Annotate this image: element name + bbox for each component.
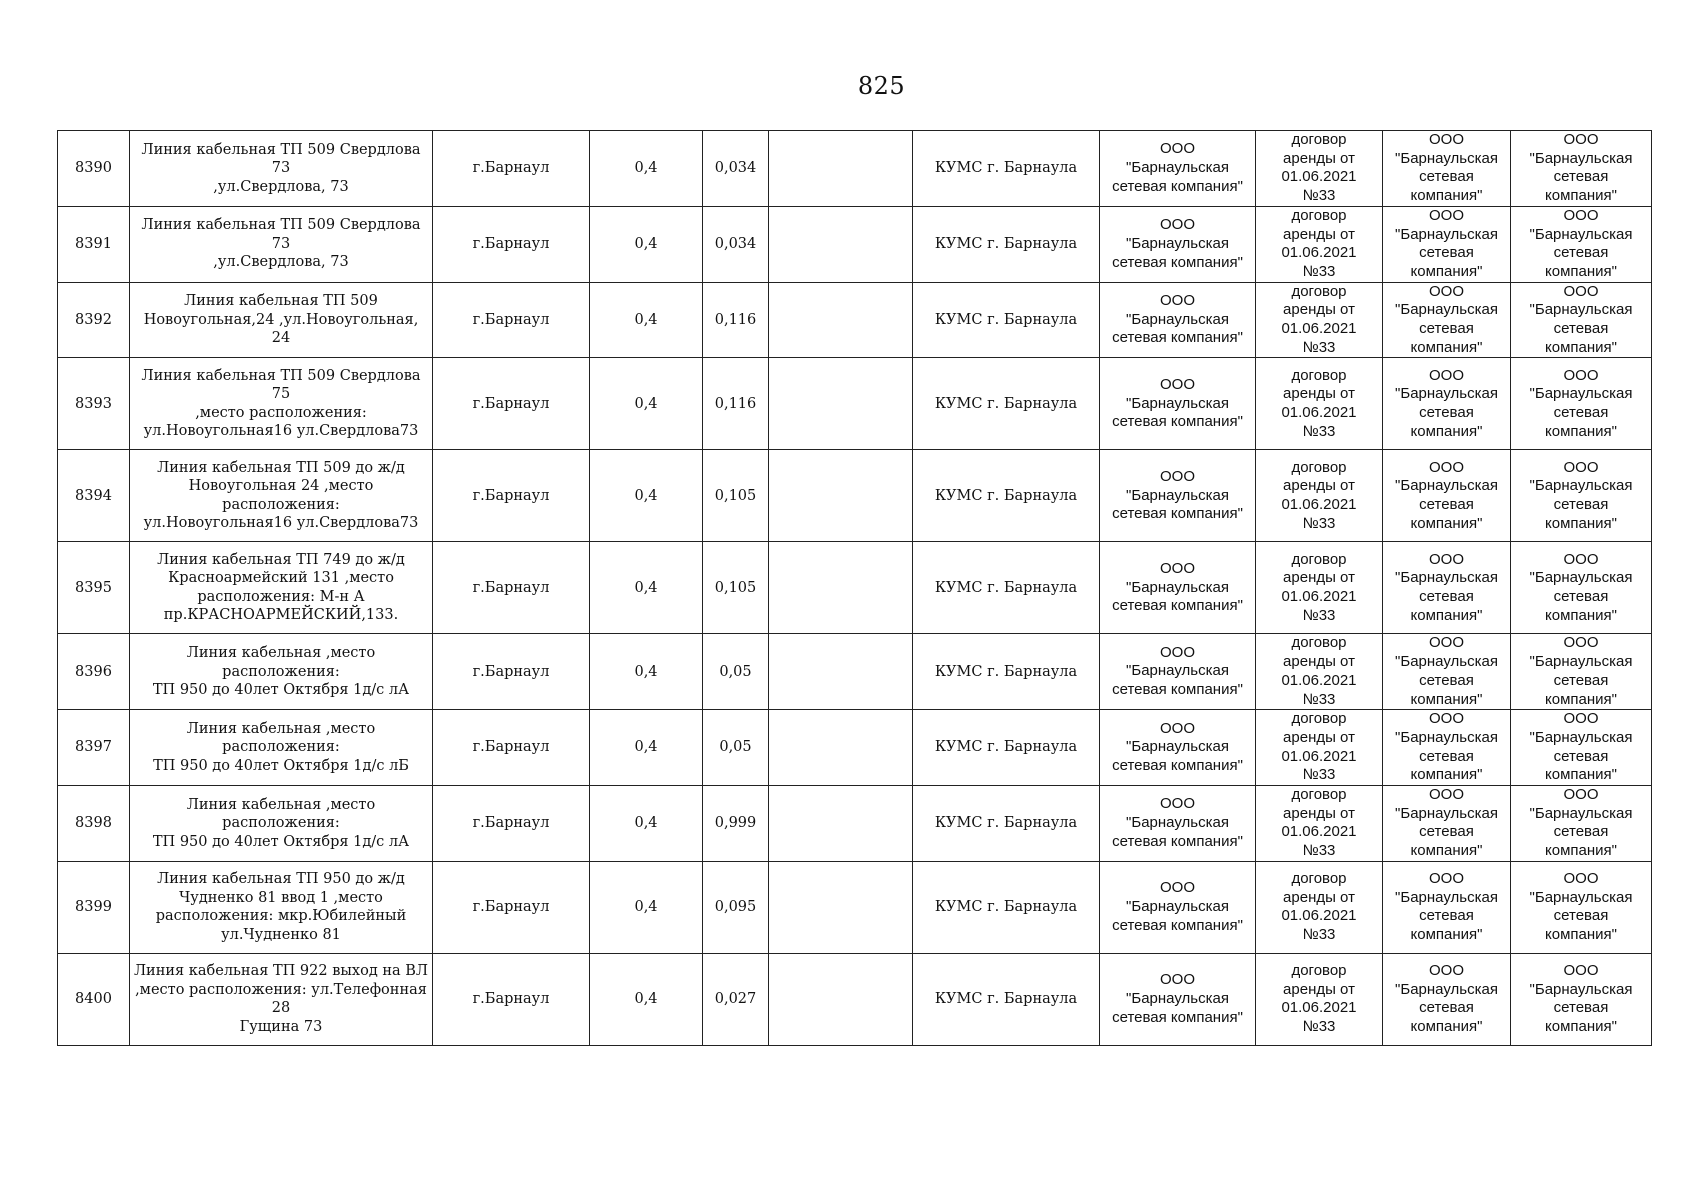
cell-holder-text: ООО "Барнаульская сетевая компания" [1112, 719, 1243, 774]
cell-holder-text: ООО "Барнаульская сетевая компания" [1112, 375, 1243, 431]
cell-voltage [590, 131, 703, 207]
cell-basis-text: договор аренды от 01.06.2021 №33 [1281, 710, 1357, 784]
cell-user-1-text: ООО "Барнаульская сетевая компания" [1395, 786, 1498, 860]
cell-number-text: 8394 [75, 487, 112, 504]
cell-number [58, 861, 130, 953]
cell-voltage-text: 0,4 [634, 815, 658, 832]
cell-user-1-text: ООО "Барнаульская сетевая компания" [1395, 206, 1498, 280]
cell-voltage-text: 0,4 [634, 991, 658, 1008]
cell-holder [1100, 953, 1256, 1045]
cell-length-text: 0,034 [714, 160, 757, 177]
cell-user-1-text: ООО "Барнаульская сетевая компания" [1395, 961, 1498, 1036]
cell-description-text: Линия кабельная ТП 950 до ж/д Чудненко 81 ввод 1 ,место расположения: мкр.Юбилейный ул.Чудненко 81 [155, 871, 407, 943]
cell-length [703, 206, 769, 282]
cell-length-text: 0,05 [719, 663, 752, 680]
cell-number [58, 358, 130, 450]
registry-table [57, 130, 1652, 1046]
cell-owner [913, 634, 1100, 710]
cell-user-1 [1383, 450, 1511, 542]
cell-holder-text: ООО "Барнаульская сетевая компания" [1112, 559, 1243, 615]
cell-description [130, 282, 433, 358]
cell-description [130, 953, 433, 1045]
cell-owner-text: КУМС г. Барнаула [934, 395, 1078, 412]
cell-voltage [590, 634, 703, 710]
cell-description-text: Линия кабельная ,место расположения: ТП 950 до 40лет Октября 1д/с лА [152, 796, 410, 850]
cell-owner [913, 542, 1100, 634]
cell-description [130, 861, 433, 953]
cell-owner [913, 131, 1100, 207]
cell-user-2 [1511, 542, 1652, 634]
cell-length [703, 282, 769, 358]
cell-length [703, 953, 769, 1045]
cell-user-2 [1511, 450, 1652, 542]
cell-empty [769, 131, 913, 207]
cell-empty [769, 861, 913, 953]
cell-user-2-text: ООО "Барнаульская сетевая компания" [1529, 458, 1633, 532]
cell-basis [1256, 542, 1383, 634]
cell-city [433, 450, 590, 542]
table-row [58, 710, 1652, 786]
cell-owner-text: КУМС г. Барнаула [934, 739, 1078, 756]
cell-length-text: 0,05 [719, 739, 752, 756]
cell-basis-text: договор аренды от 01.06.2021 №33 [1281, 869, 1357, 944]
cell-city-text: г.Барнаул [472, 487, 550, 504]
cell-owner-text: КУМС г. Барнаула [934, 899, 1078, 916]
cell-user-1 [1383, 358, 1511, 450]
cell-user-2-text: ООО "Барнаульская сетевая компания" [1529, 961, 1633, 1036]
cell-holder [1100, 542, 1256, 634]
cell-description [130, 450, 433, 542]
cell-number-text: 8399 [75, 899, 112, 916]
cell-holder [1100, 861, 1256, 953]
table-row [58, 634, 1652, 710]
cell-voltage [590, 206, 703, 282]
cell-number-text: 8400 [75, 991, 112, 1008]
cell-description-text: Линия кабельная ТП 509 Свердлова 73 ,ул.Свердлова, 73 [141, 217, 421, 271]
table-row [58, 282, 1652, 358]
cell-number-text: 8393 [75, 395, 112, 412]
cell-length [703, 542, 769, 634]
cell-voltage [590, 786, 703, 862]
cell-user-2-text: ООО "Барнаульская сетевая компания" [1529, 282, 1633, 356]
table-row [58, 206, 1652, 282]
cell-city [433, 634, 590, 710]
cell-description [130, 206, 433, 282]
cell-voltage-text: 0,4 [634, 235, 658, 252]
cell-owner [913, 953, 1100, 1045]
cell-city-text: г.Барнаул [472, 311, 550, 328]
cell-user-2 [1511, 710, 1652, 786]
cell-empty [769, 634, 913, 710]
cell-user-2-text: ООО "Барнаульская сетевая компания" [1529, 786, 1633, 860]
cell-city-text: г.Барнаул [472, 160, 550, 177]
cell-user-2 [1511, 861, 1652, 953]
cell-length [703, 786, 769, 862]
cell-city [433, 358, 590, 450]
cell-number-text: 8391 [75, 235, 112, 252]
cell-length-text: 0,034 [714, 235, 757, 252]
cell-owner-text: КУМС г. Барнаула [934, 160, 1078, 177]
cell-basis [1256, 710, 1383, 786]
cell-user-2 [1511, 953, 1652, 1045]
cell-number-text: 8392 [75, 311, 112, 328]
table-row [58, 358, 1652, 450]
cell-holder-text: ООО "Барнаульская сетевая компания" [1112, 467, 1243, 523]
cell-owner-text: КУМС г. Барнаула [934, 991, 1078, 1008]
cell-number [58, 131, 130, 207]
table-row [58, 953, 1652, 1045]
cell-basis-text: договор аренды от 01.06.2021 №33 [1281, 206, 1357, 280]
cell-description-text: Линия кабельная ,место расположения: ТП 950 до 40лет Октября 1д/с лА [152, 645, 410, 699]
cell-owner [913, 358, 1100, 450]
cell-owner-text: КУМС г. Барнаула [934, 663, 1078, 680]
table-row [58, 542, 1652, 634]
cell-holder [1100, 282, 1256, 358]
table-row [58, 131, 1652, 207]
cell-number-text: 8396 [75, 663, 112, 680]
cell-user-2 [1511, 282, 1652, 358]
cell-user-1-text: ООО "Барнаульская сетевая компания" [1395, 869, 1498, 944]
cell-length-text: 0,105 [714, 487, 757, 504]
cell-user-1-text: ООО "Барнаульская сетевая компания" [1395, 458, 1498, 532]
cell-basis [1256, 358, 1383, 450]
cell-user-2 [1511, 634, 1652, 710]
cell-empty [769, 206, 913, 282]
cell-city [433, 710, 590, 786]
cell-number [58, 450, 130, 542]
cell-user-2 [1511, 206, 1652, 282]
cell-voltage-text: 0,4 [634, 579, 658, 596]
cell-city-text: г.Барнаул [472, 235, 550, 252]
cell-length [703, 450, 769, 542]
cell-number-text: 8397 [75, 739, 112, 756]
cell-holder [1100, 206, 1256, 282]
cell-owner [913, 282, 1100, 358]
cell-description [130, 131, 433, 207]
cell-description [130, 634, 433, 710]
cell-user-1-text: ООО "Барнаульская сетевая компания" [1395, 282, 1498, 356]
cell-voltage-text: 0,4 [634, 311, 658, 328]
cell-holder [1100, 710, 1256, 786]
cell-owner [913, 710, 1100, 786]
cell-owner-text: КУМС г. Барнаула [934, 311, 1078, 328]
cell-voltage [590, 282, 703, 358]
cell-number [58, 542, 130, 634]
cell-length-text: 0,105 [714, 579, 757, 596]
cell-description [130, 710, 433, 786]
cell-city-text: г.Барнаул [472, 579, 550, 596]
cell-empty [769, 953, 913, 1045]
cell-length [703, 710, 769, 786]
cell-length [703, 131, 769, 207]
cell-user-1 [1383, 953, 1511, 1045]
cell-empty [769, 786, 913, 862]
cell-user-2-text: ООО "Барнаульская сетевая компания" [1529, 131, 1633, 205]
cell-user-1-text: ООО "Барнаульская сетевая компания" [1395, 550, 1498, 624]
cell-user-1 [1383, 131, 1511, 207]
cell-number [58, 634, 130, 710]
cell-voltage-text: 0,4 [634, 739, 658, 756]
cell-city [433, 861, 590, 953]
cell-empty [769, 358, 913, 450]
cell-owner-text: КУМС г. Барнаула [934, 487, 1078, 504]
cell-basis [1256, 786, 1383, 862]
cell-owner-text: КУМС г. Барнаула [934, 579, 1078, 596]
cell-description-text: Линия кабельная ТП 749 до ж/д Красноармейский 131 ,место расположения: М-н А пр.КРАСНОАРМЕЙСКИЙ,133. [157, 551, 405, 624]
cell-voltage [590, 542, 703, 634]
cell-description-text: Линия кабельная ТП 509 до ж/д Новоугольная 24 ,место расположения: ул.Новоугольная16 ул.Свердлова73 [143, 459, 419, 532]
cell-owner-text: КУМС г. Барнаула [934, 235, 1078, 252]
cell-length-text: 0,095 [714, 899, 757, 916]
cell-holder-text: ООО "Барнаульская сетевая компания" [1112, 291, 1243, 347]
cell-owner [913, 450, 1100, 542]
cell-user-2 [1511, 786, 1652, 862]
cell-basis-text: договор аренды от 01.06.2021 №33 [1281, 786, 1357, 860]
cell-city [433, 206, 590, 282]
cell-voltage-text: 0,4 [634, 899, 658, 916]
cell-holder [1100, 131, 1256, 207]
cell-basis-text: договор аренды от 01.06.2021 №33 [1281, 961, 1357, 1036]
cell-basis [1256, 282, 1383, 358]
cell-basis-text: договор аренды от 01.06.2021 №33 [1281, 550, 1357, 624]
cell-user-2-text: ООО "Барнаульская сетевая компания" [1529, 710, 1633, 784]
cell-user-2-text: ООО "Барнаульская сетевая компания" [1529, 206, 1633, 280]
cell-city-text: г.Барнаул [472, 815, 550, 832]
cell-city-text: г.Барнаул [472, 395, 550, 412]
cell-voltage [590, 450, 703, 542]
cell-holder [1100, 634, 1256, 710]
cell-description-text: Линия кабельная ТП 922 выход на ВЛ ,место расположения: ул.Телефонная 28 Гущина 73 [133, 963, 429, 1035]
cell-user-1-text: ООО "Барнаульская сетевая компания" [1395, 366, 1498, 440]
cell-length-text: 0,027 [714, 991, 757, 1008]
cell-holder-text: ООО "Барнаульская сетевая компания" [1112, 216, 1243, 271]
cell-user-2-text: ООО "Барнаульская сетевая компания" [1529, 366, 1633, 440]
cell-city-text: г.Барнаул [472, 739, 550, 756]
cell-city [433, 282, 590, 358]
cell-empty [769, 282, 913, 358]
cell-number [58, 953, 130, 1045]
cell-basis [1256, 131, 1383, 207]
cell-owner-text: КУМС г. Барнаула [934, 815, 1078, 832]
cell-description-text: Линия кабельная ТП 509 Новоугольная,24 ,ул.Новоугольная, 24 [143, 293, 419, 347]
cell-basis-text: договор аренды от 01.06.2021 №33 [1281, 458, 1357, 532]
cell-description [130, 358, 433, 450]
cell-voltage-text: 0,4 [634, 395, 658, 412]
cell-city-text: г.Барнаул [472, 663, 550, 680]
cell-basis-text: договор аренды от 01.06.2021 №33 [1281, 131, 1357, 205]
cell-basis [1256, 861, 1383, 953]
cell-description-text: Линия кабельная ,место расположения: ТП 950 до 40лет Октября 1д/с лБ [153, 720, 409, 774]
cell-voltage [590, 358, 703, 450]
cell-city-text: г.Барнаул [472, 991, 550, 1008]
cell-number [58, 282, 130, 358]
cell-user-1 [1383, 542, 1511, 634]
cell-user-1 [1383, 786, 1511, 862]
cell-city [433, 953, 590, 1045]
cell-user-1-text: ООО "Барнаульская сетевая компания" [1395, 634, 1498, 708]
cell-length-text: 0,116 [714, 395, 757, 412]
cell-length [703, 358, 769, 450]
cell-user-1-text: ООО "Барнаульская сетевая компания" [1395, 131, 1498, 205]
cell-voltage-text: 0,4 [634, 663, 658, 680]
table-row [58, 450, 1652, 542]
cell-holder-text: ООО "Барнаульская сетевая компания" [1112, 795, 1243, 850]
cell-user-2 [1511, 358, 1652, 450]
cell-description [130, 542, 433, 634]
cell-user-1 [1383, 710, 1511, 786]
cell-number [58, 710, 130, 786]
cell-voltage [590, 953, 703, 1045]
registry-body [58, 131, 1652, 1046]
cell-user-1 [1383, 282, 1511, 358]
cell-basis-text: договор аренды от 01.06.2021 №33 [1281, 282, 1357, 356]
cell-basis [1256, 634, 1383, 710]
cell-length [703, 861, 769, 953]
cell-length-text: 0,999 [714, 815, 757, 832]
cell-description-text: Линия кабельная ТП 509 Свердлова 73 ,ул.Свердлова, 73 [141, 141, 421, 195]
cell-voltage-text: 0,4 [634, 487, 658, 504]
cell-user-2-text: ООО "Барнаульская сетевая компания" [1529, 869, 1633, 944]
cell-user-1 [1383, 634, 1511, 710]
cell-holder-text: ООО "Барнаульская сетевая компания" [1112, 140, 1243, 195]
cell-length [703, 634, 769, 710]
table-row [58, 786, 1652, 862]
cell-holder [1100, 358, 1256, 450]
cell-basis [1256, 953, 1383, 1045]
cell-basis [1256, 206, 1383, 282]
cell-user-1-text: ООО "Барнаульская сетевая компания" [1395, 710, 1498, 784]
cell-city [433, 542, 590, 634]
cell-empty [769, 542, 913, 634]
cell-length-text: 0,116 [714, 311, 757, 328]
cell-owner [913, 861, 1100, 953]
cell-number-text: 8398 [75, 815, 112, 832]
cell-owner [913, 786, 1100, 862]
cell-holder [1100, 786, 1256, 862]
page-number: 825 [857, 72, 906, 100]
cell-description-text: Линия кабельная ТП 509 Свердлова 75 ,место расположения: ул.Новоугольная16 ул.Свердлова73 [141, 367, 421, 440]
cell-description [130, 786, 433, 862]
cell-basis [1256, 450, 1383, 542]
cell-voltage-text: 0,4 [634, 160, 658, 177]
cell-voltage [590, 710, 703, 786]
cell-owner [913, 206, 1100, 282]
cell-user-2-text: ООО "Барнаульская сетевая компания" [1529, 550, 1633, 624]
cell-number [58, 206, 130, 282]
cell-basis-text: договор аренды от 01.06.2021 №33 [1281, 634, 1357, 708]
cell-holder-text: ООО "Барнаульская сетевая компания" [1112, 643, 1243, 699]
cell-number [58, 786, 130, 862]
cell-number-text: 8390 [75, 160, 112, 177]
cell-empty [769, 710, 913, 786]
cell-voltage [590, 861, 703, 953]
cell-holder [1100, 450, 1256, 542]
cell-holder-text: ООО "Барнаульская сетевая компания" [1112, 971, 1243, 1026]
cell-city [433, 786, 590, 862]
cell-user-2 [1511, 131, 1652, 207]
cell-holder-text: ООО "Барнаульская сетевая компания" [1112, 879, 1243, 934]
cell-city-text: г.Барнаул [472, 899, 550, 916]
cell-user-1 [1383, 861, 1511, 953]
cell-city [433, 131, 590, 207]
cell-empty [769, 450, 913, 542]
table-row [58, 861, 1652, 953]
cell-user-2-text: ООО "Барнаульская сетевая компания" [1529, 634, 1633, 708]
cell-basis-text: договор аренды от 01.06.2021 №33 [1281, 366, 1357, 440]
cell-user-1 [1383, 206, 1511, 282]
cell-number-text: 8395 [75, 579, 112, 596]
